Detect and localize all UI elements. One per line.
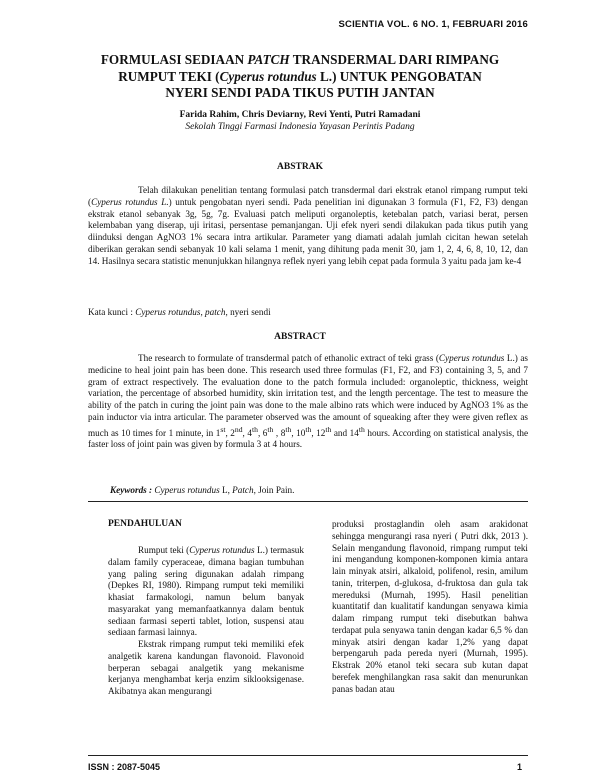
- footer-divider: [88, 755, 528, 756]
- pendahuluan-heading: PENDAHULUAN: [108, 519, 182, 529]
- kata-kunci: Kata kunci : Cyperus rotundus, patch, nyeri sendi: [88, 307, 271, 317]
- left-column: Rumput teki (Cyperus rotundus L.) termasuk dalam family cyperaceae, dimana bagian tumbuhan yang paling sering digunakan adalah rimpang (Depkes RI, 1980). Rimpang rumput teki memiliki khasiat farmakologi, namun belum banyak masyarakat yang memanfaatkannya dalam bentuk sediaan farmasi seperti tablet, lotion, suspensi atau sediaan farmasi lainnya. Ekstrak rimpang rumput teki memiliki efek analgetik karena kandungan flavonoid. Flavonoid berperan sebagai analgetik yang mekanisme kerjanya menghambat kerja enzim siklooksigenase. Akibatnya akan mengurangi: [108, 545, 304, 696]
- issn: ISSN : 2087-5045: [88, 762, 161, 772]
- page-number: 1: [516, 762, 522, 772]
- right-column: produksi prostaglandin oleh asam arakidonat sehingga mengurangi rasa nyeri ( Putri dkk, 2013 ). Selain mengandung flavonoid, rimpang rumput teki ini mengandung komponen-komponen kimia antara lain minyak atsiri, alkaloid, polifenol, resin, amilum tanin, triterpen, d-glukosa, d-fruktosa dan gula tak mereduksi (Murnah, 1995). Hasil penelitian kuantitatif dan kualitatif kandungan senyawa kimia dalam rimpang rumput teki disebutkan bahwa terdapat pula senyawa tanin dengan kadar 6,5 % dan minyak atsiri dengan kadar 1,2% yang dapat berpengaruh pada pereda nyeri (Murnah, 1995). Ekstrak 20% etanol teki secara sub kutan dapat berefek menghilangkan rasa sakit dan menurunkan panas badan atau: [332, 519, 528, 694]
- abstrak-heading: ABSTRAK: [277, 162, 323, 172]
- journal-header: SCIENTIA VOL. 6 NO. 1, FEBRUARI 2016: [338, 19, 528, 30]
- keywords: Keywords : Cyperus rotundus L, Patch, Join Pain.: [110, 485, 295, 495]
- abstrak-body: Telah dilakukan penelitian tentang formulasi patch transdermal dari ekstrak etanol rimpang rumput teki (Cyperus rotundus L.) untuk pengobatan nyeri sendi. Pada penelitian ini digunakan 3 formula (F1, F2, F3) dengan ekstrak etanol sebanyak 3g, 5g, 7g. Evaluasi patch meliputi organoleptis, ketebalan patch, variasi berat, persen kelembaban yang diserap, uji iritasi, persentase pemanjangan. Uji efek nyeri sendi dilakukan pada tikus putih yang diinduksi dengan AgNO3 1% secara intra artikular. Parameter yang diamati adalah jumlah cicitan hewan setelah diberikan gerakan sendi sebanyak 10 kali selama 1 menit, yang dihitung pada menit 30, jam 1, 2, 4, 6, 8, 10, 12, dan 14. Hasilnya secara statistic menunjukkan hilangnya reflek nyeri yang lebih cepat pada formula 3 yaitu pada jam ke-4: [88, 185, 528, 266]
- article-title: FORMULASI SEDIAAN PATCH TRANSDERMAL DARI RIMPANG RUMPUT TEKI (Cyperus rotundus L.) UNTUK PENGOBATAN NYERI SENDI PADA TIKUS PUTIH JANTAN: [100, 52, 500, 100]
- abstract-body: The research to formulate of transdermal patch of ethanolic extract of teki grass (Cyperus rotundus L.) as medicine to heal joint pain has been done. This research used three formulas (F1, F2, and F3) containing 3, 5, and 7 gram of extract respectively. The evaluation done to the patch formula included: organoleptic, thickness, weight variation, the percentage of absorbed humidity, skin irritation test, and the length percentage. The test to measure the ability of the patch in curing the joint pain was done to the male albino rats which were induced by AgNO3 1% as the pain inductor via intra articular. The parameter observed was the amount of squeaking after they were given reflex as much as 10 times for 1 minute, in 1st, 2nd, 4th, 6th , 8th, 10th, 12th and 14th hours. According on statistical analysis, the faster loss of joint pain was given by formula 3 at 4 hours.: [88, 353, 529, 450]
- abstract-heading: ABSTRACT: [274, 332, 326, 342]
- keywords-divider: [88, 501, 528, 502]
- author-list: Farida Rahim, Chris Deviarny, Revi Yenti, Putri Ramadani: [179, 110, 421, 120]
- affiliation: Sekolah Tinggi Farmasi Indonesia Yayasan Perintis Padang: [185, 122, 415, 132]
